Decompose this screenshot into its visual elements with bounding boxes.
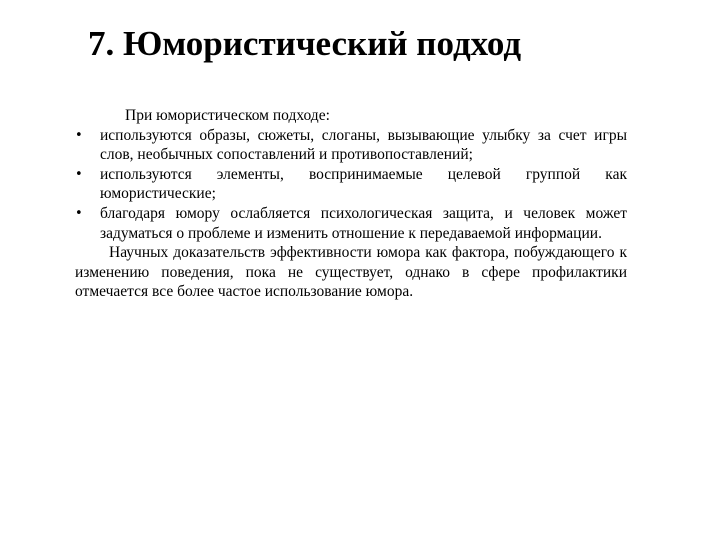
list-item-text: благодаря юмору ослабляется психологическая защита, и человек может задуматься о проблеме и изменить отношение к передаваемой информации. — [100, 204, 627, 242]
bullet-icon: • — [75, 127, 83, 143]
list-item — [75, 204, 627, 243]
slide-title: 7. Юмористический подход — [88, 24, 522, 63]
list-item — [75, 165, 627, 204]
list-item-text: используются образы, сюжеты, слоганы, вызывающие улыбку за счет игры слов, необычных сопоставлений и противопоставлений; — [100, 126, 627, 164]
slide-body — [75, 106, 627, 302]
bullet-list — [75, 126, 627, 244]
closing-paragraph: Научных доказательств эффективности юмора как фактора, побуждающего к изменению поведения, пока не существует, однако в сфере профилактики отмечается все более частое использование юмора. — [75, 244, 627, 301]
list-item — [75, 126, 627, 165]
bullet-icon: • — [75, 205, 83, 221]
intro-paragraph: При юмористическом подходе: — [125, 107, 330, 124]
list-item-text: используются элементы, воспринимаемые целевой группой как юмористические; — [100, 165, 627, 203]
bullet-icon: • — [75, 166, 83, 182]
